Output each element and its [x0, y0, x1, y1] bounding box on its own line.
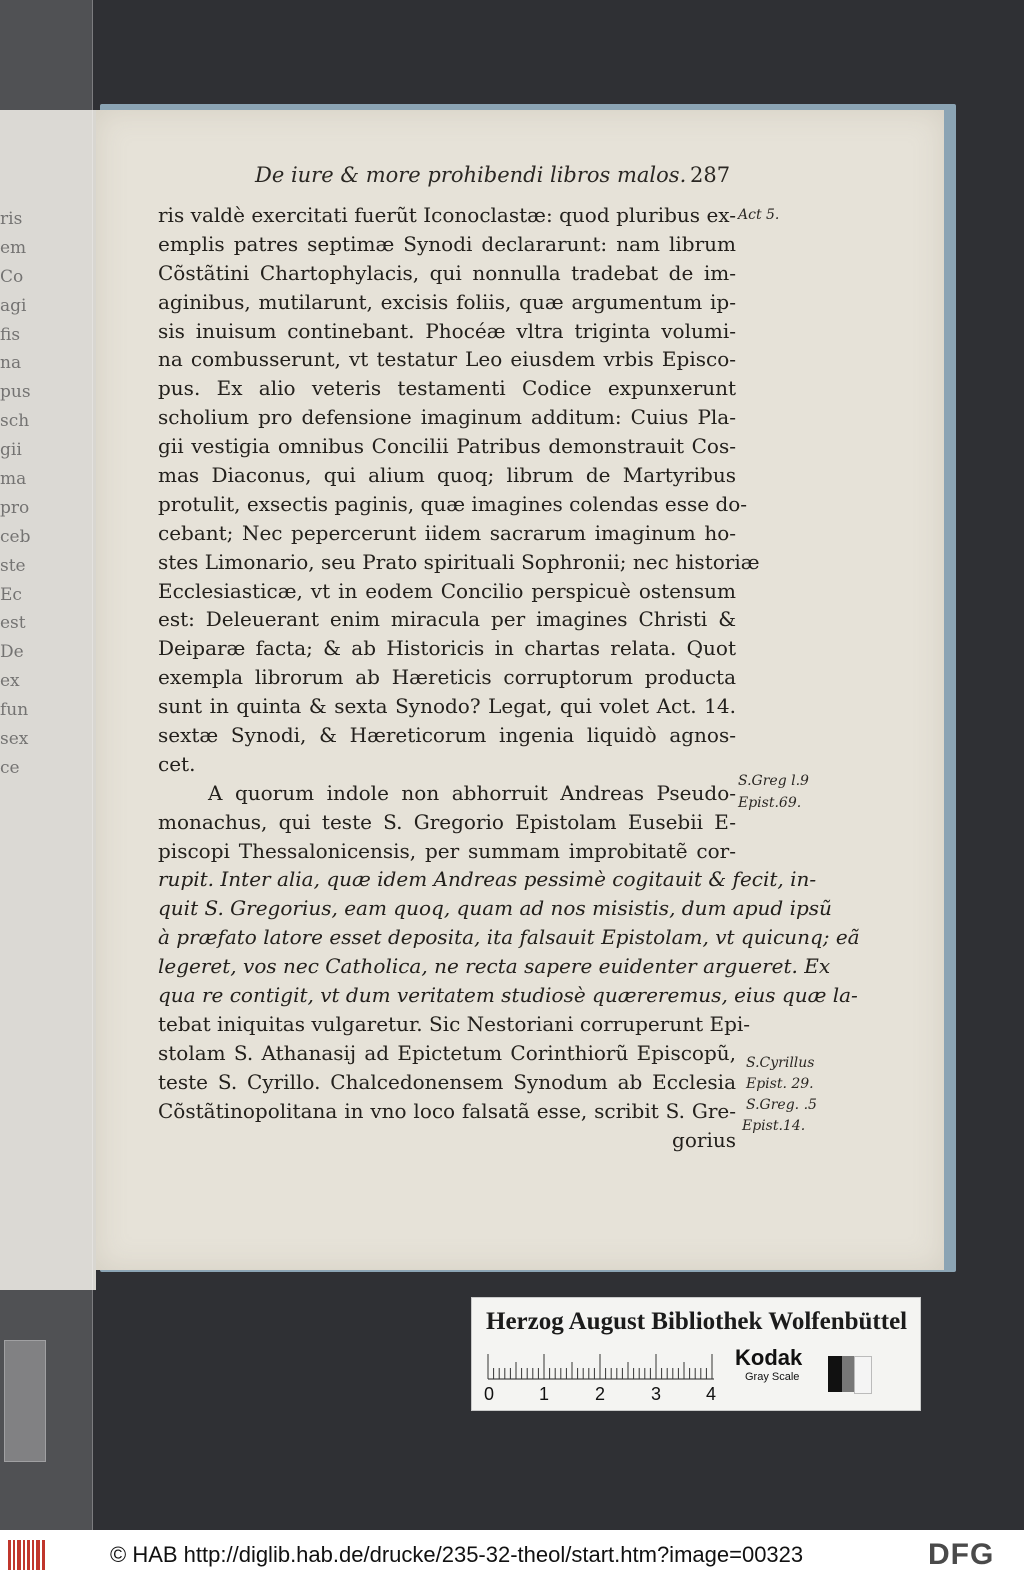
text-line: qua re contigit, vt dum veritatem studiosè quæreremus, eius quæ la-	[158, 983, 858, 1008]
text-line: scholium pro defensione imaginum additum: Cuius Pla-	[158, 405, 736, 430]
text-line: Ecclesiasticæ, vt in eodem Concilio perspicuè ostensum	[158, 578, 736, 603]
text-line: teste S. Cyrillo. Chalcedonensem Synodum ab Ecclesia	[158, 1069, 736, 1094]
margin-note: Epist.69.	[738, 795, 802, 811]
page-number: 287	[690, 163, 731, 187]
text-line: tebat iniquitas vulgaretur. Sic Nestoriani corruperunt Epi-	[158, 1011, 751, 1036]
dfg-logo: DFG	[928, 1538, 995, 1571]
text-line: aginibus, mutilarunt, excisis foliis, quæ argumentum ip-	[158, 289, 736, 314]
text-line: Deiparæ facta; & ab Historicis in chartas relata. Quot	[158, 636, 736, 661]
left-page-fragments: ris em Co agi fis na pus sch gii ma pro ceb ste Ec est De ex fun sex ce	[0, 209, 31, 778]
left-sheet-label	[4, 1340, 46, 1462]
text-line: stes Limonario, seu Prato spirituali Sophronii; nec historiæ	[158, 549, 760, 574]
text-line: piscopi Thessalonicensis, per summam improbitatẽ cor-	[158, 838, 736, 863]
text-line: A quorum indole non abhorruit Andreas Pseudo-	[208, 780, 736, 805]
margin-note: Epist. 29.	[746, 1076, 814, 1092]
gray-scale-label: Gray Scale	[745, 1371, 800, 1383]
text-line: legeret, vos nec Catholica, ne recta sapere euidenter argueret. Ex	[158, 954, 831, 979]
ruler-label: 4	[706, 1384, 717, 1404]
text-line: stolam S. Athanasij ad Epictetum Corinthiorũ Episcopũ,	[158, 1040, 736, 1065]
margin-note: Epist.14.	[742, 1118, 806, 1134]
text-line: emplis patres septimæ Synodi declararunt: nam librum	[158, 231, 736, 256]
margin-note: S.Greg l.9	[738, 773, 809, 789]
ruler-label: 1	[539, 1384, 550, 1404]
text-line: na combusserunt, vt testatur Leo eiusdem vrbis Episco-	[158, 347, 736, 372]
text-line: protulit, exsectis paginis, quæ imagines colendas esse do-	[158, 491, 748, 516]
text-line: sis inuisum continebant. Phocéæ vltra triginta volumi-	[158, 318, 736, 343]
text-line: exempla librorum ab Hæreticis corruptorum producta	[158, 665, 736, 690]
text-line: mas Diaconus, qui alium quoq; librum de Martyribus	[158, 463, 736, 488]
text-line: gii vestigia omnibus Concilii Patribus demonstrauit Cos-	[158, 434, 736, 459]
text-line: à præfato latore esset deposita, ita falsauit Epistolam, vt quicunq; eã	[158, 925, 860, 950]
translucent-sheet	[0, 0, 93, 1540]
text-line: rupit. Inter alia, quæ idem Andreas pessimè cogitauit & fecit, in-	[158, 867, 817, 892]
text-line: monachus, qui teste S. Gregorio Epistolam Eusebii E-	[158, 809, 736, 834]
gray-swatch-mid	[842, 1356, 854, 1392]
text-line: sextæ Synodi, & Hæreticorum ingenia liquidò agnos-	[158, 723, 736, 748]
text-line: ris valdè exercitati fuerũt Iconoclastæ: quod pluribus ex-	[158, 203, 736, 227]
ruler-label: 2	[595, 1384, 606, 1404]
ruler-label: 0	[484, 1384, 495, 1404]
running-head: De iure & more prohibendi libros malos.	[255, 163, 687, 187]
margin-note: S.Greg. .5	[746, 1097, 817, 1113]
margin-note: Act 5.	[738, 207, 780, 223]
gray-swatch-black	[828, 1356, 842, 1392]
text-line: cet.	[158, 751, 196, 776]
text-line: pus. Ex alio veteris testamenti Codice expunxerunt	[158, 376, 736, 401]
margin-note: S.Cyrillus	[746, 1055, 815, 1071]
copyright-url[interactable]: © HAB http://diglib.hab.de/drucke/235-32-theol/start.htm?image=00323	[110, 1542, 804, 1567]
kodak-brand: Kodak	[735, 1345, 803, 1370]
gray-swatch-white	[854, 1356, 872, 1394]
text-line: cebant; Nec pepercerunt iidem sacrarum imaginum ho-	[158, 520, 736, 545]
color-target-card	[471, 1297, 921, 1411]
text-line: sunt in quinta & sexta Synodo? Legat, qui volet Act. 14.	[158, 694, 736, 719]
text-line: Cõstãtinopolitana in vno loco falsatã esse, scribit S. Gre-	[158, 1098, 736, 1123]
text-line: Cõstãtini Chartophylacis, qui nonnulla tradebat de im-	[158, 260, 736, 285]
library-name: Herzog August Bibliothek Wolfenbüttel	[486, 1308, 908, 1335]
footer-bar	[0, 1530, 1024, 1582]
ruler-labels	[482, 1384, 722, 1404]
text-line: quit S. Gregorius, eam quoq, quam ad nos misistis, dum apud ipsũ	[158, 896, 832, 921]
scale-ruler	[488, 1354, 714, 1380]
catchword: gorius	[672, 1127, 736, 1152]
hab-barcode-icon	[8, 1540, 46, 1570]
text-line: est: Deleuerant enim miracula per imagines Christi &	[158, 607, 736, 632]
ruler-label: 3	[651, 1384, 662, 1404]
